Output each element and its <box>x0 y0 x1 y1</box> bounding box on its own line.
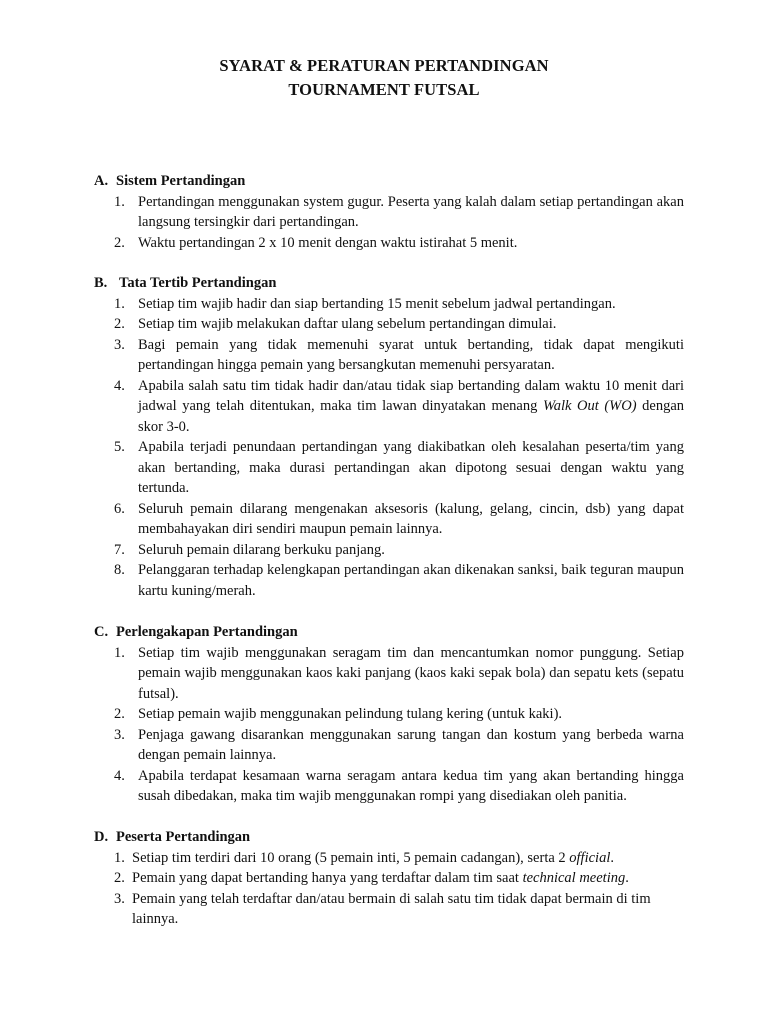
item-number: 1. <box>114 849 125 866</box>
item-text: Setiap tim wajib melakukan daftar ulang sebelum pertandingan dimulai. <box>138 316 557 332</box>
document-subtitle: TOURNAMENT FUTSAL <box>288 80 480 99</box>
item-number: 2. <box>114 870 125 886</box>
item-number: 3. <box>114 890 125 907</box>
section-peserta <box>94 827 684 930</box>
item-number: 2. <box>114 234 125 251</box>
section-perlengkapan <box>94 622 684 807</box>
list-item <box>94 314 684 335</box>
item-number: 2. <box>114 706 125 722</box>
item-text: Setiap tim terdiri dari 10 orang (5 pemain inti, 5 pemain cadangan), serta 2 <box>132 849 570 866</box>
list-item <box>94 376 684 438</box>
rule-list <box>94 192 684 254</box>
item-text: . <box>610 849 614 866</box>
rule-list <box>94 643 684 807</box>
section-letter: B. <box>94 275 108 291</box>
section-tata-tertib <box>94 273 684 601</box>
item-emphasis: Walk Out (WO) <box>542 398 637 414</box>
item-text: Waktu pertandingan 2 x 10 menit dengan waktu istirahat 5 menit. <box>138 234 518 251</box>
rule-list <box>94 848 684 930</box>
item-text: Bagi pemain yang tidak memenuhi syarat untuk bertanding, tidak dapat mengikuti pertandingan hingga pemain yang bersangkutan memenuhi persyaratan. <box>138 336 684 373</box>
list-item <box>94 725 684 766</box>
section-heading <box>94 622 684 643</box>
item-text: Seluruh pemain dilarang mengenakan aksesoris (kalung, gelang, cincin, dsb) yang dapat membahayakan diri sendiri maupun pemain lainnya. <box>138 500 684 537</box>
item-text: Setiap tim wajib menggunakan seragam tim dan mencantumkan nomor punggung. Setiap pemain wajib menggunakan kaos kaki panjang (kaos kaki sepak bola) dan sepatu kets (sepatu futsal). <box>138 644 684 702</box>
item-text: Pelanggaran terhadap kelengkapan pertandingan akan dikenakan sanksi, baik teguran maupun kartu kuning/merah. <box>138 562 684 599</box>
item-number: 4. <box>114 377 125 394</box>
item-number: 3. <box>114 336 125 353</box>
list-item <box>94 868 684 889</box>
list-item <box>94 192 684 233</box>
item-text: Apabila salah satu tim tidak hadir dan/atau tidak siap bertanding dalam waktu 10 menit dari jadwal yang telah ditentukan, maka tim lawan dinyatakan menang <box>138 377 684 414</box>
item-number: 3. <box>114 726 125 743</box>
list-item <box>94 294 684 315</box>
section-sistem-pertandingan <box>94 171 684 253</box>
section-letter: D. <box>94 829 109 845</box>
list-item <box>94 889 684 930</box>
item-number: 2. <box>114 316 125 332</box>
item-number: 1. <box>114 644 125 661</box>
list-item <box>94 848 684 869</box>
section-title: Sistem Pertandingan <box>116 173 246 189</box>
list-item <box>94 766 684 807</box>
item-number: 7. <box>114 541 125 558</box>
item-number: 1. <box>114 295 125 312</box>
item-text: dengan skor 3-0. <box>138 398 684 435</box>
list-item <box>94 540 684 561</box>
list-item <box>94 437 684 499</box>
list-item <box>94 643 684 705</box>
item-text: Penjaga gawang disarankan menggunakan sarung tangan dan kostum yang berbeda warna dengan pemain lainnya. <box>138 726 684 763</box>
section-heading <box>94 273 684 294</box>
document-title: SYARAT & PERATURAN PERTANDINGAN <box>219 56 549 75</box>
section-heading <box>94 827 684 848</box>
item-number: 5. <box>114 439 125 455</box>
item-number: 4. <box>114 767 125 784</box>
rule-list <box>94 294 684 602</box>
item-text: Pemain yang telah terdaftar dan/atau bermain di salah satu tim tidak dapat bermain di tim lainnya. <box>132 890 651 927</box>
list-item <box>94 335 684 376</box>
item-number: 6. <box>114 500 125 517</box>
section-title: Perlengakapan Pertandingan <box>116 624 298 640</box>
item-text: Pertandingan menggunakan system gugur. Peserta yang kalah dalam setiap pertandingan akan langsung tersingkir dari pertandingan. <box>138 193 684 230</box>
section-title: Tata Tertib Pertandingan <box>119 275 277 291</box>
list-item <box>94 233 684 254</box>
item-number: 1. <box>114 193 125 210</box>
item-emphasis: technical meeting <box>522 870 626 886</box>
list-item <box>94 560 684 601</box>
list-item <box>94 704 684 725</box>
section-heading <box>94 171 684 192</box>
item-emphasis: official <box>569 849 611 866</box>
item-number: 8. <box>114 562 125 578</box>
item-text: Setiap pemain wajib menggunakan pelindung tulang kering (untuk kaki). <box>138 706 563 722</box>
item-text: . <box>625 870 629 886</box>
section-letter: C. <box>94 624 109 640</box>
list-item <box>94 499 684 540</box>
item-text: Apabila terdapat kesamaan warna seragam antara kedua tim yang akan bertanding hingga susah dibedakan, maka tim wajib menggunakan rompi yang disediakan oleh panitia. <box>138 767 684 804</box>
item-text: Seluruh pemain dilarang berkuku panjang. <box>138 541 385 558</box>
item-text: Pemain yang dapat bertanding hanya yang terdaftar dalam tim saat <box>132 870 523 886</box>
item-text: Setiap tim wajib hadir dan siap bertanding 15 menit sebelum jadwal pertandingan. <box>138 295 616 312</box>
item-text: Apabila terjadi penundaan pertandingan yang diakibatkan oleh kesalahan peserta/tim yang akan bertanding, maka durasi pertandingan akan dipotong sesuai dengan waktu yang tertunda. <box>138 439 684 496</box>
section-letter: A. <box>94 173 109 189</box>
section-title: Peserta Pertandingan <box>116 829 251 845</box>
